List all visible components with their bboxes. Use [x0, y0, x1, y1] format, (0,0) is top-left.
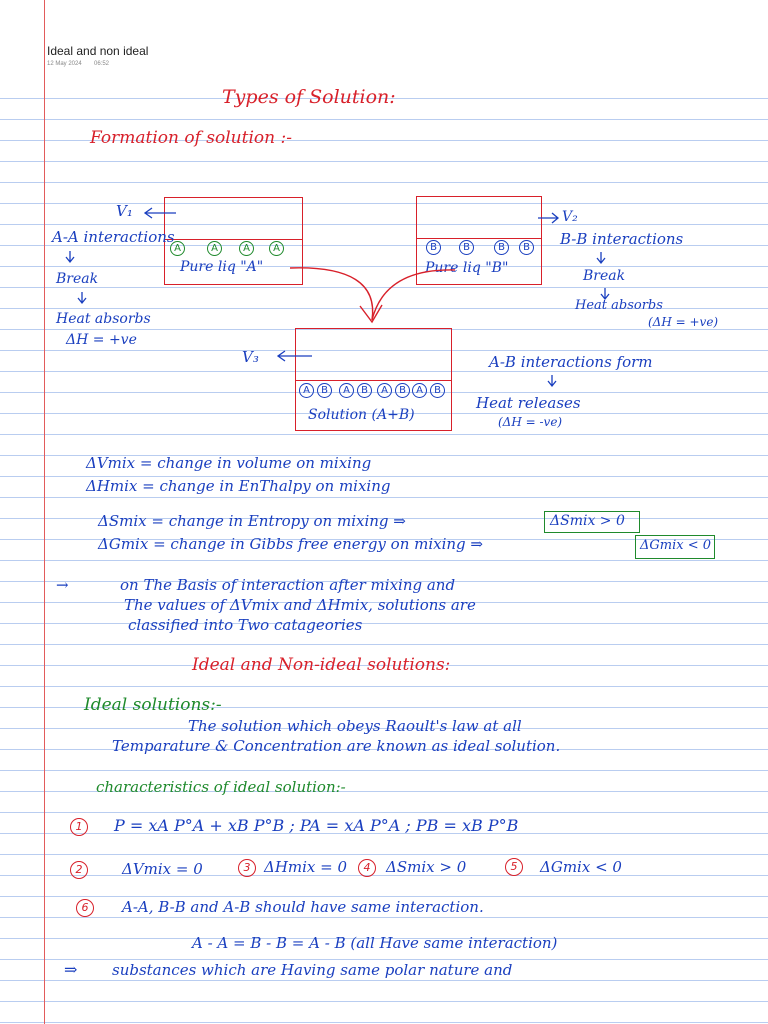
- def-dv: ΔVmix = change in volume on mixing: [86, 454, 372, 472]
- point-number: 6: [76, 899, 94, 917]
- solution-label: Solution (A+B): [308, 407, 415, 423]
- down-arrow: [78, 292, 86, 303]
- def-ds: ΔSmix = change in Entropy on mixing ⇒: [98, 512, 406, 530]
- molecule-b-in-solution: B: [395, 383, 410, 398]
- v1-label: V₁: [116, 202, 133, 220]
- down-arrow: [548, 375, 556, 386]
- pure-b-dh: (ΔH = +ve): [648, 315, 719, 329]
- molecule-a: A: [269, 241, 284, 256]
- ideal-def-2: Temparature & Concentration are known as ideal solution.: [112, 737, 561, 755]
- merge-arrowhead: [360, 305, 382, 322]
- point-5: ΔGmix < 0: [540, 858, 622, 876]
- point-6: A-A, B-B and A-B should have same interaction.: [122, 898, 484, 916]
- pure-a-dh: ΔH = +ve: [66, 332, 137, 348]
- point-4: ΔSmix > 0: [386, 858, 467, 876]
- molecule-a-in-solution: A: [377, 383, 392, 398]
- section-title: Ideal and Non-ideal solutions:: [192, 655, 451, 675]
- solution-heat: Heat releases: [476, 394, 581, 412]
- def-dh: ΔHmix = change in EnThalpy on mixing: [86, 477, 391, 495]
- ab-interactions: A-B interactions form: [489, 353, 653, 371]
- molecule-a: A: [239, 241, 254, 256]
- v2-arrow: [538, 213, 558, 223]
- ideal-heading: Ideal solutions:-: [84, 695, 222, 715]
- pure-b-break: Break: [583, 268, 626, 284]
- molecule-a-in-solution: A: [299, 383, 314, 398]
- molecule-a-in-solution: A: [412, 383, 427, 398]
- molecule-b-in-solution: B: [357, 383, 372, 398]
- point-number: 5: [505, 858, 523, 876]
- point-number: 3: [238, 859, 256, 877]
- basis-line-3: classified into Two catageories: [128, 616, 363, 634]
- ideal-def-1: The solution which obeys Raoult's law at all: [188, 717, 522, 735]
- point-number: 4: [358, 859, 376, 877]
- molecule-b: B: [519, 240, 534, 255]
- pure-a-label: Pure liq "A": [180, 259, 264, 275]
- solution-dh: (ΔH = -ve): [498, 415, 563, 429]
- molecule-b: B: [494, 240, 509, 255]
- molecule-b: B: [459, 240, 474, 255]
- equal-interaction: A - A = B - B = A - B (all Have same interaction): [192, 934, 558, 952]
- merge-arrow-right: [372, 270, 455, 320]
- aa-interactions: A-A interactions: [52, 228, 175, 246]
- down-arrow: [597, 252, 605, 263]
- molecule-b: B: [426, 240, 441, 255]
- bb-interactions: B-B interactions: [560, 230, 684, 248]
- formation-heading: Formation of solution :-: [90, 128, 292, 148]
- v3-arrow: [278, 351, 312, 361]
- v1-arrow: [145, 208, 176, 218]
- molecule-b-in-solution: B: [317, 383, 332, 398]
- pure-b-label: Pure liq "B": [425, 260, 509, 276]
- def-dg: ΔGmix = change in Gibbs free energy on mixing ⇒: [98, 535, 483, 553]
- v2-label: V₂: [562, 209, 578, 225]
- molecule-a-in-solution: A: [339, 383, 354, 398]
- last-arrow: ⇒: [64, 960, 78, 979]
- pure-a-heat: Heat absorbs: [56, 311, 151, 327]
- point-1-formula: P = xA P°A + xB P°B ; PA = xA P°A ; PB = xB P°B: [114, 816, 519, 835]
- last-line: substances which are Having same polar nature and: [112, 961, 513, 979]
- page-time: 06:52: [94, 61, 110, 67]
- merge-arrow-left: [290, 268, 373, 320]
- page-title: Ideal and non ideal: [47, 44, 149, 58]
- characteristics-heading: characteristics of ideal solution:-: [96, 778, 346, 796]
- point-2: ΔVmix = 0: [122, 860, 203, 878]
- down-arrow: [66, 251, 74, 262]
- v3-label: V₃: [242, 348, 259, 366]
- molecule-b-in-solution: B: [430, 383, 445, 398]
- basis-line-2: The values of ΔVmix and ΔHmix, solutions are: [124, 596, 476, 614]
- ds-box-text: ΔSmix > 0: [550, 513, 625, 529]
- basis-arrow: →: [56, 576, 69, 594]
- pure-a-break: Break: [56, 271, 99, 287]
- molecule-a: A: [170, 241, 185, 256]
- molecule-a: A: [207, 241, 222, 256]
- page-date: 12 May 2024: [47, 61, 82, 67]
- point-number: 1: [70, 818, 88, 836]
- basis-line-1: on The Basis of interaction after mixing and: [120, 576, 456, 594]
- point-number: 2: [70, 861, 88, 879]
- main-heading: Types of Solution:: [222, 86, 396, 108]
- dg-box-text: ΔGmix < 0: [640, 538, 712, 553]
- point-3: ΔHmix = 0: [264, 858, 348, 876]
- pure-b-heat: Heat absorbs: [575, 298, 663, 313]
